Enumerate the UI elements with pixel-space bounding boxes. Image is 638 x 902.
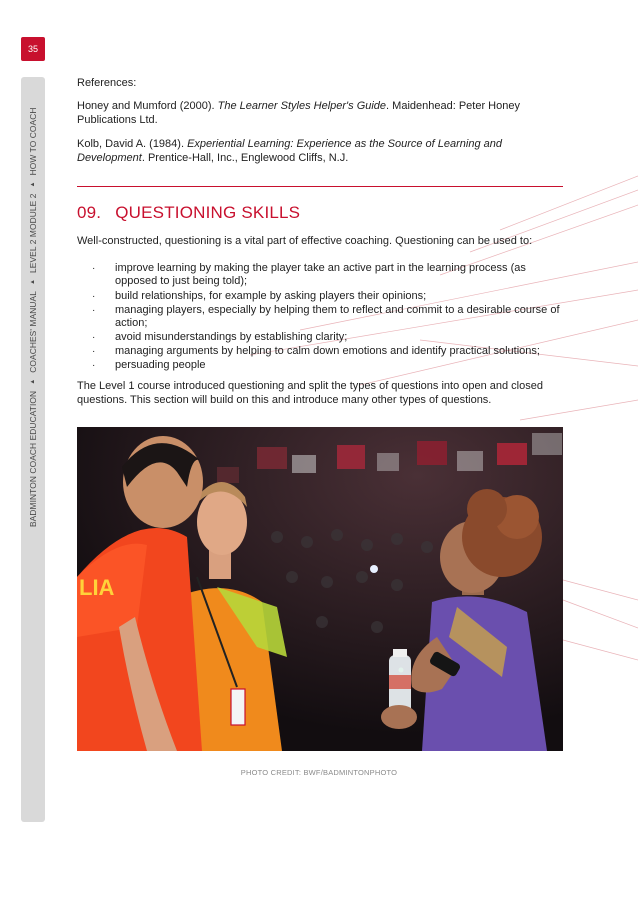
- breadcrumb-segment: HOW TO COACH: [28, 107, 38, 176]
- photo-credit: PHOTO CREDIT: BWF/BADMINTONPHOTO: [240, 768, 398, 777]
- coaching-photo: [77, 427, 563, 751]
- list-item: [77, 262, 563, 289]
- triangle-separator-icon: ▲: [30, 181, 36, 188]
- list-item-text: managing players, especially by helping them to reflect and commit to a desirable course of action;: [115, 303, 560, 329]
- list-item: [77, 304, 563, 331]
- list-item-text: improve learning by making the player take an active part in the learning process (as opposed to just being told);: [115, 262, 526, 288]
- breadcrumb-segment: BADMINTON COACH EDUCATION: [28, 390, 38, 527]
- reference-authors: Kolb, David A. (1984).: [77, 138, 188, 150]
- bullet-icon: ·: [92, 263, 96, 274]
- bullet-icon: ·: [92, 304, 96, 316]
- section-intro: Well-constructed, questioning is a vital part of effective coaching. Questioning can be used to:: [77, 235, 533, 247]
- reference-authors: Honey and Mumford (2000).: [77, 100, 218, 112]
- list-item: [77, 345, 563, 358]
- list-item-text: persuading people: [115, 359, 206, 372]
- reference-title: Experiential Learning: Experience as the Source of Learning and Development: [77, 138, 502, 164]
- section-title: QUESTIONING SKILLS: [115, 203, 301, 222]
- breadcrumb-segment: COACHES' MANUAL: [28, 291, 38, 373]
- bullet-icon: ·: [92, 360, 96, 372]
- bullet-icon: ·: [92, 346, 96, 358]
- references-heading: References:: [77, 77, 137, 89]
- reference-item: [77, 99, 563, 127]
- sidebar-breadcrumb: [28, 108, 38, 528]
- page-number: 35: [21, 37, 45, 61]
- list-item-text: managing arguments by helping to calm down emotions and identify practical solutions;: [115, 345, 540, 358]
- list-item: [77, 331, 563, 344]
- reference-title: The Learner Styles Helper's Guide: [217, 100, 387, 112]
- triangle-separator-icon: ▲: [30, 378, 36, 385]
- bullet-list: [77, 262, 563, 373]
- triangle-separator-icon: ▲: [30, 278, 36, 285]
- list-item-text: avoid misunderstandings by establishing clarity;: [115, 331, 348, 344]
- list-item-text: build relationships, for example by asking players their opinions;: [115, 289, 427, 302]
- section-divider: [77, 186, 563, 187]
- reference-item: [77, 137, 563, 165]
- list-item: [77, 359, 563, 372]
- reference-publisher: . Prentice-Hall, Inc., Englewood Cliffs, N.J.: [141, 152, 349, 164]
- section-heading: [77, 203, 300, 223]
- bullet-icon: ·: [92, 290, 96, 302]
- section-number: 09.: [77, 203, 102, 222]
- bullet-icon: ·: [92, 332, 96, 344]
- breadcrumb-segment: LEVEL 2 MODULE 2: [28, 193, 38, 273]
- section-closing: The Level 1 course introduced questioning and split the types of questions into open and closed questions. This section will build on this and introduce many other types of questions.: [77, 380, 543, 406]
- list-item: [77, 290, 563, 303]
- reference-publisher: . Maidenhead: Peter Honey Publications Ltd.: [77, 100, 520, 126]
- shirt-text: LIA: [79, 575, 115, 600]
- photo-illustration: [77, 427, 563, 751]
